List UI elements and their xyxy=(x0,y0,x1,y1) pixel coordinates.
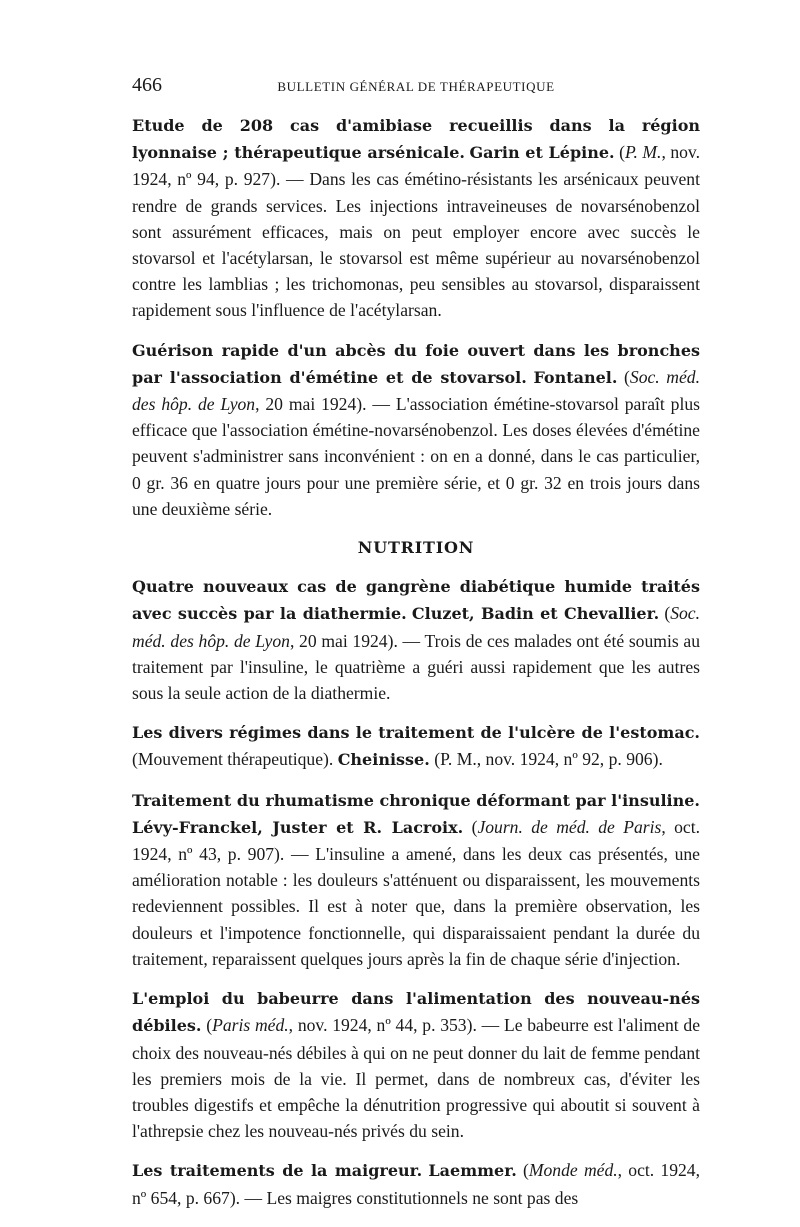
source-journal: Journ. de méd. de Paris xyxy=(477,816,662,837)
source-open: ( xyxy=(617,366,630,387)
source-details: , oct. 1924, nº 654, p. 667). xyxy=(132,1160,700,1208)
source-open: ( xyxy=(516,1160,529,1181)
page-body xyxy=(132,112,700,1224)
entry-body: — Les maigres constitutionnels ne sont pas des xyxy=(240,1187,579,1208)
entry-body: — Le babeurre est l'aliment de choix des nouveau-nés débiles à qui on ne peut donner du lait de femme pendant les premiers mois de la vie. Il permet, dans de nombreux cas, d'éviter les troubles digestifs et empêche la dénutrition progressive qui aboutit si souvent à l'athrepsie chez les nouveau-nés privés du sein. xyxy=(132,1015,701,1142)
source-journal: Paris méd. xyxy=(212,1015,289,1036)
section-heading: NUTRITION xyxy=(357,538,475,558)
entry-body: — L'association émétine-stovarsol paraît plus efficace que l'association émétine-novarsénobenzol. Les doses élevées d'émétine peuvent s'administrer sans inconvénient : on en a donné, dans le cas particulier, 0 gr. 36 en quatre jours pour une première série, et 0 gr. 32 en trois jours dans une deuxième série. xyxy=(132,394,700,519)
source-journal: P. M. xyxy=(625,142,662,163)
abstract-entry xyxy=(132,1157,700,1210)
source-details: , oct. 1924, nº 43, p. 907). xyxy=(132,816,700,865)
source-open: ( xyxy=(659,603,671,624)
entry-title: Quatre nouveaux cas de gangrène diabétique humide traités avec succès par la diathermie. xyxy=(132,577,700,624)
source-open: ( xyxy=(429,749,441,770)
abstract-entry xyxy=(132,337,700,522)
abstract-entry xyxy=(132,985,700,1144)
source-details: , 20 mai 1924). xyxy=(289,630,398,651)
abstract-entry xyxy=(132,787,700,972)
entry-body: — L'insuline a amené, dans les deux cas présentés, une amélioration notable : les douleurs s'atténuent ou disparaissent, les mouvements redeviennent possibles. Il est à noter que, dans la première observation, les douleurs et l'impotence fonctionnelle, qui disparaissaient pendant la durée du traitement, reparaissent quelques jours après la fin de chaque série d'injection. xyxy=(132,844,700,969)
source-journal: Monde méd. xyxy=(528,1160,618,1181)
abstract-entry xyxy=(132,719,700,773)
source-details: , 20 mai 1924). xyxy=(255,394,367,415)
page-header xyxy=(132,74,700,98)
entry-authors: Garin et Lépine. xyxy=(469,143,615,163)
source-journal: Soc. méd. des hôp. de Lyon xyxy=(132,366,700,415)
source-details: , nov. 1924, nº 94, p. 927). xyxy=(132,142,700,190)
entry-authors: Fontanel. xyxy=(533,367,618,387)
source-open: ( xyxy=(201,1015,213,1036)
entry-authors: Cheinisse. xyxy=(337,750,430,770)
entry-title: L'emploi du babeurre dans l'alimentation des nouveau-nés débiles. xyxy=(132,989,700,1036)
source-details: P. M., nov. 1924, nº 92, p. 906). xyxy=(440,749,663,770)
entry-authors: Lévy-Franckel, Juster et R. Lacroix. xyxy=(132,817,464,837)
source-details: , nov. 1924, nº 44, p. 353). xyxy=(288,1015,477,1036)
entry-subtitle: (Mouvement thérapeutique). xyxy=(132,749,338,770)
entry-title: Guérison rapide d'un abcès du foie ouvert dans les bronches par l'association d'émétine et de stovarsol. xyxy=(132,340,700,387)
page-number: 466 xyxy=(132,74,162,96)
entry-body: — Dans les cas émétino-résistants les arsénicaux peuvent rendre de grands services. Les injections intraveineuses de novarsénobenzol sont assurément efficaces, mais on peut employer encore avec succès le stovarsol et l'acétylarsan, le stovarsol est même supérieur au novarsénobenzol contre les lamblias ; les trichomonas, peu sensibles au stovarsol, disparaissent rapidement sous l'influence de l'acétylarsan. xyxy=(132,169,700,321)
running-title: BULLETIN GÉNÉRAL DE THÉRAPEUTIQUE xyxy=(277,79,555,94)
abstract-entry xyxy=(132,573,700,706)
source-open: ( xyxy=(463,816,478,837)
entry-authors: Cluzet, Badin et Chevallier. xyxy=(411,604,660,624)
entry-title: Etude de 208 cas d'amibiase recueillis dans la région lyonnaise ; thérapeutique arsénicale. xyxy=(132,116,700,163)
entry-title: Les traitements de la maigreur. xyxy=(132,1161,423,1181)
entry-title: Traitement du rhumatisme chronique déformant par l'insuline. xyxy=(132,790,700,810)
abstract-entry xyxy=(132,112,700,324)
entry-title: Les divers régimes dans le traitement de l'ulcère de l'estomac. xyxy=(132,723,700,743)
source-open: ( xyxy=(614,142,625,163)
entry-body: — Trois de ces malades ont été soumis au traitement par l'insuline, le quatrième a guéri aussi rapidement que les autres sous la seule action de la diathermie. xyxy=(132,630,700,704)
source-journal: Soc. méd. des hôp. de Lyon xyxy=(132,603,701,651)
entry-authors: Laemmer. xyxy=(428,1161,517,1181)
